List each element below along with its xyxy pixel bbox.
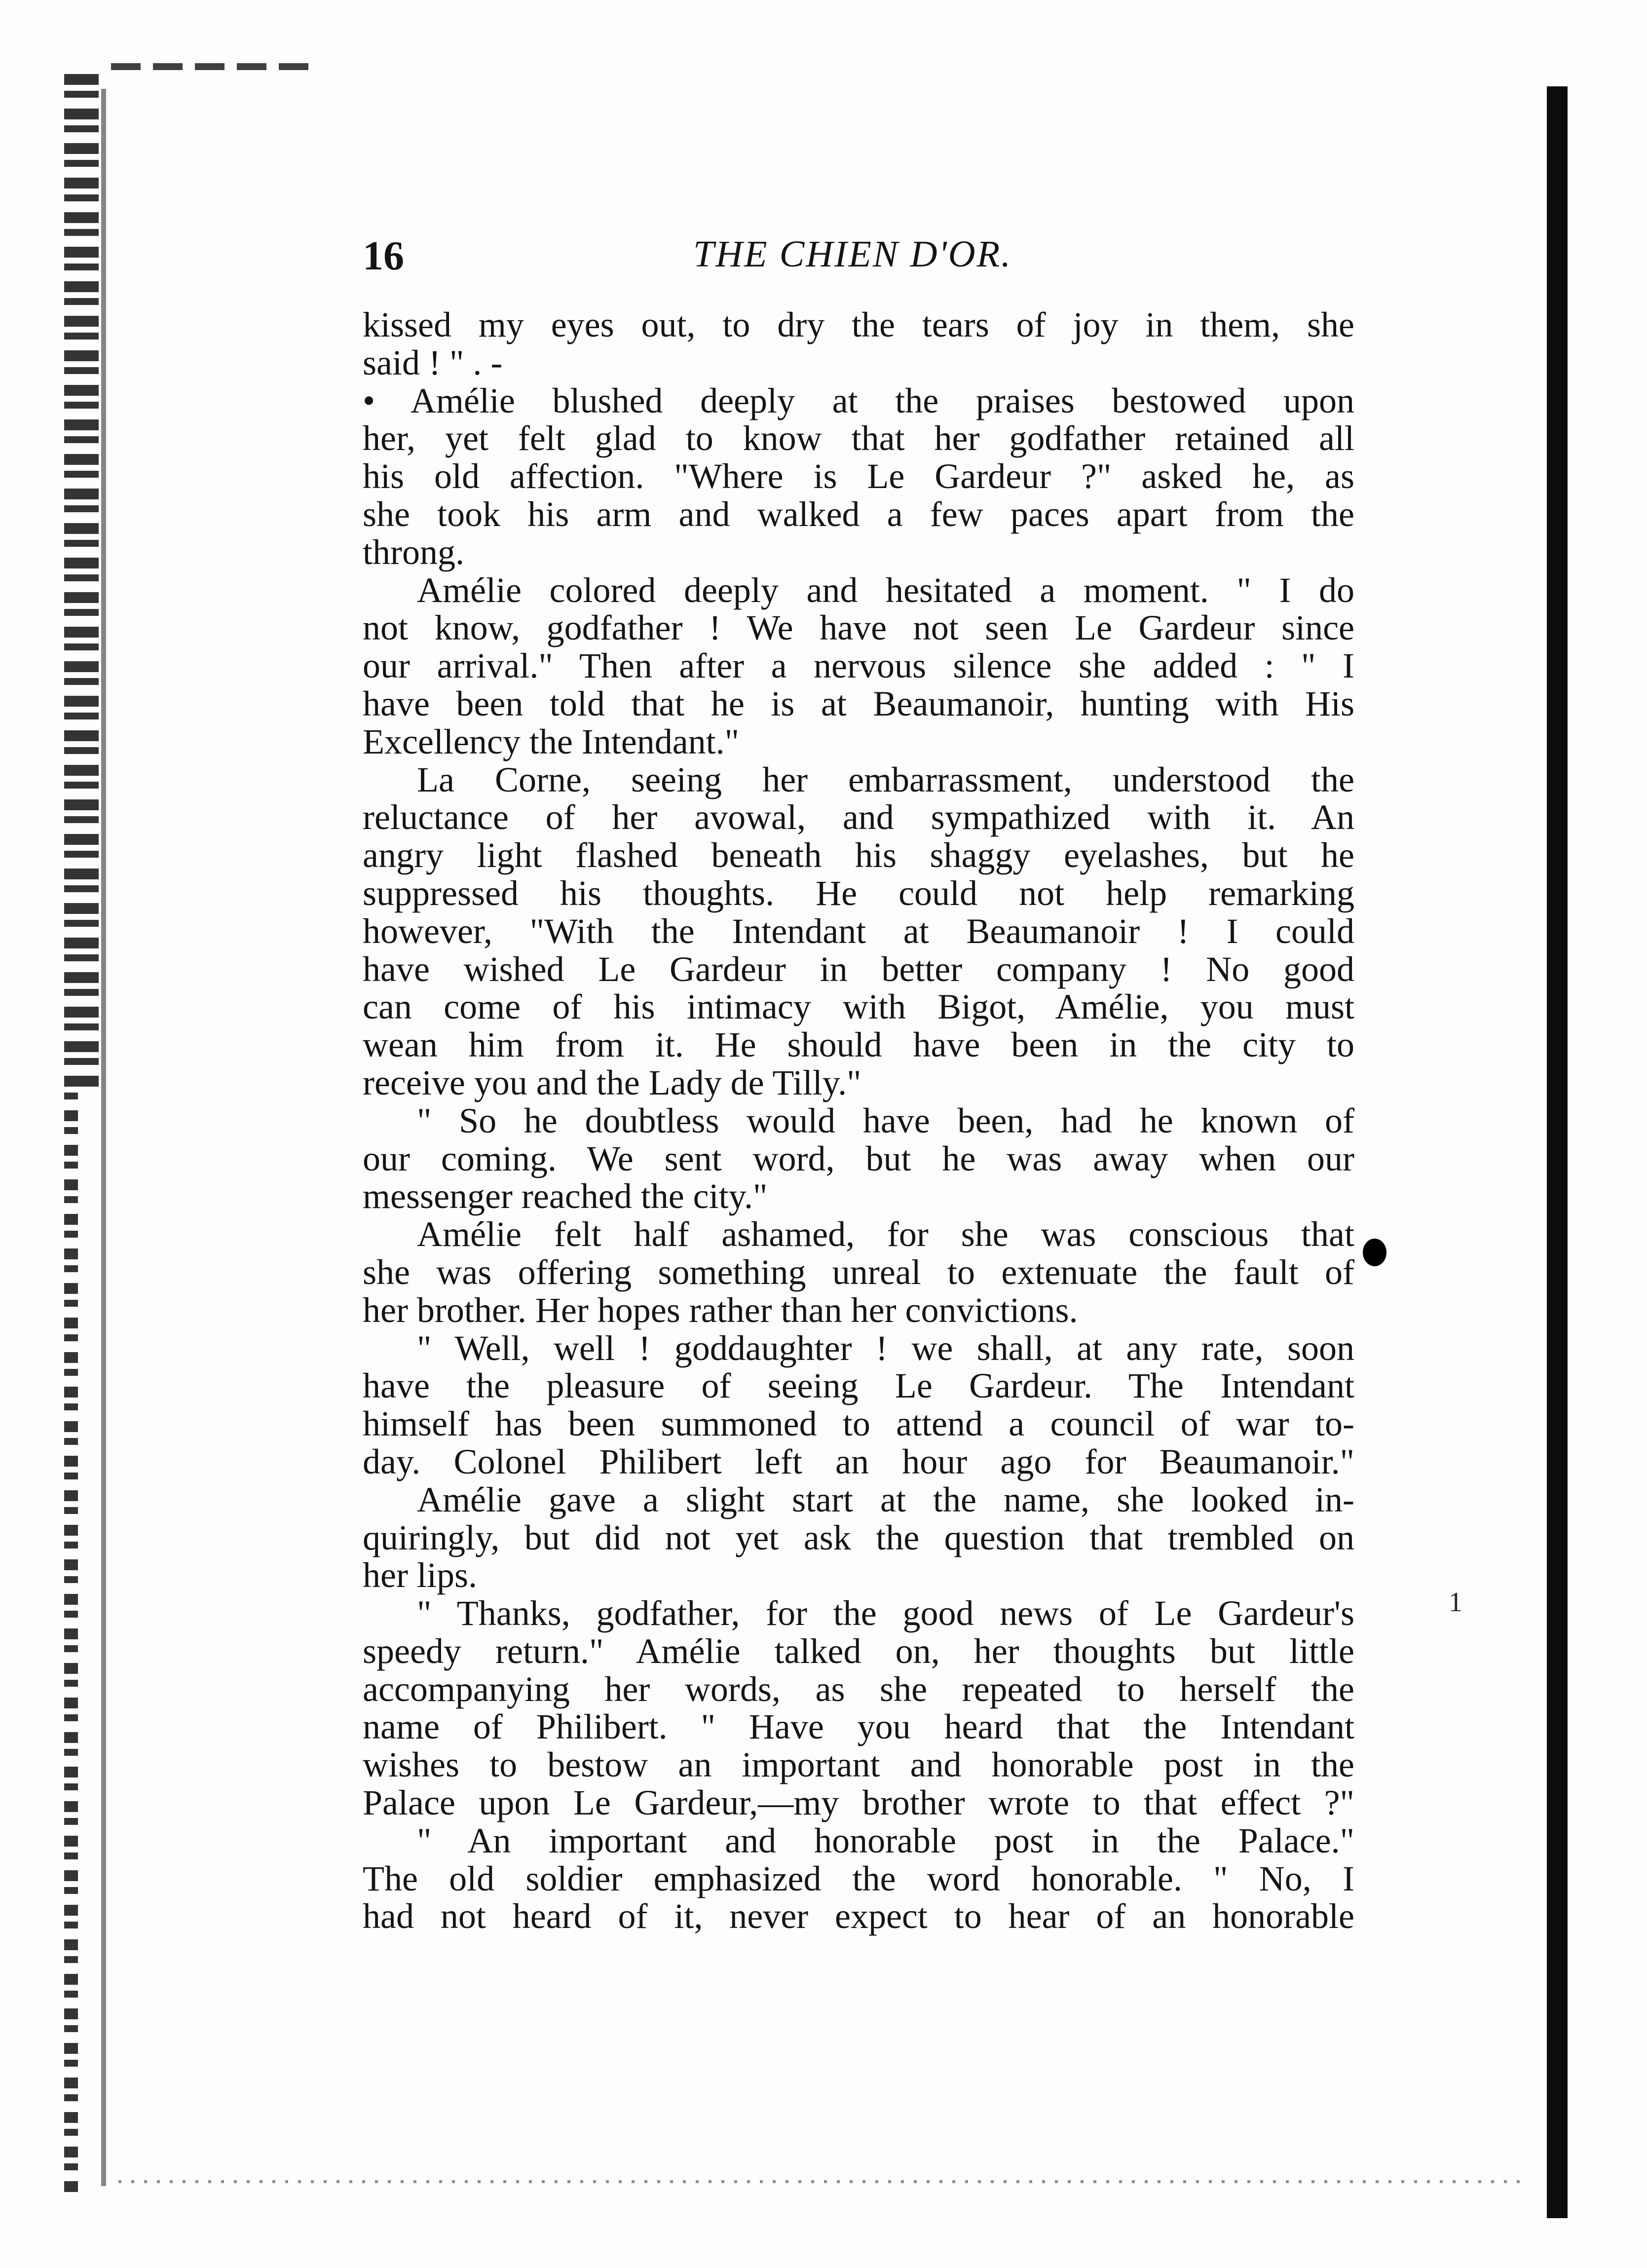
text-line: not know, godfather ! We have not seen Le Gardeur since [363, 608, 1354, 648]
text-line: The old soldier emphasized the word honorable. " No, I [363, 1858, 1354, 1898]
scan-binding-edge [64, 74, 99, 2196]
text-line: had not heard of it, never expect to hear of an honorable [363, 1896, 1354, 1936]
text-line: however, "With the Intendant at Beaumanoir ! I could [363, 911, 1354, 951]
text-line: our arrival." Then after a nervous silence she added : " I [363, 646, 1354, 686]
text-line: " Well, well ! goddaughter ! we shall, at any rate, soon [417, 1328, 1354, 1368]
text-line: she took his arm and walked a few paces apart from the [363, 494, 1354, 534]
text-line: reluctance of her avowal, and sympathized with it. An [363, 797, 1354, 837]
text-line: • Amélie blushed deeply at the praises bestowed upon [363, 380, 1354, 420]
page-number: 16 [363, 233, 404, 279]
scan-top-edge [111, 63, 318, 70]
text-line: Amélie felt half ashamed, for she was conscious that [417, 1214, 1354, 1254]
text-line: her lips. [363, 1555, 477, 1595]
text-line: our coming. We sent word, but he was away when our [363, 1138, 1354, 1178]
running-head: THE CHIEN D'OR. [693, 233, 1012, 275]
text-line: " So he doubtless would have been, had he known of [417, 1100, 1354, 1140]
text-line: receive you and the Lady de Tilly." [363, 1062, 861, 1102]
text-line: have the pleasure of seeing Le Gardeur. The Intendant [363, 1366, 1354, 1406]
text-line: her brother. Her hopes rather than her convictions. [363, 1290, 1078, 1330]
stray-mark: 1 [1449, 1587, 1462, 1618]
text-line: name of Philibert. " Have you heard that the Intendant [363, 1707, 1354, 1747]
text-line: Amélie gave a slight start at the name, she looked in- [417, 1479, 1354, 1519]
scan-bottom-edge [118, 2180, 1530, 2183]
text-line: La Corne, seeing her embarrassment, understood the [417, 759, 1354, 799]
text-line: said ! " . - [363, 342, 503, 382]
text-line: she was offering something unreal to extenuate the fault of [363, 1252, 1354, 1292]
text-line: angry light flashed beneath his shaggy eyelashes, but he [363, 835, 1354, 875]
text-line: her, yet felt glad to know that her godfather retained all [363, 418, 1354, 458]
text-line: " Thanks, godfather, for the good news of Le Gardeur's [417, 1593, 1354, 1633]
text-line: have wished Le Gardeur in better company ! No good [363, 949, 1354, 989]
text-line: wean him from it. He should have been in the city to [363, 1025, 1354, 1065]
text-line: throng. [363, 532, 464, 572]
text-line: can come of his intimacy with Bigot, Amélie, you must [363, 987, 1354, 1027]
text-line: messenger reached the city." [363, 1176, 768, 1216]
text-line: Excellency the Intendant." [363, 721, 740, 761]
text-line: Palace upon Le Gardeur,—my brother wrote to that effect ?" [363, 1783, 1354, 1823]
text-line: himself has been summoned to attend a council of war to- [363, 1404, 1354, 1444]
text-line: his old affection. "Where is Le Gardeur ?" asked he, as [363, 456, 1354, 496]
text-line: Amélie colored deeply and hesitated a moment. " I do [417, 570, 1354, 610]
text-line: day. Colonel Philibert left an hour ago for Beaumanoir." [363, 1441, 1354, 1481]
text-line: speedy return." Amélie talked on, her thoughts but little [363, 1631, 1354, 1671]
text-line: accompanying her words, as she repeated to herself the [363, 1669, 1354, 1709]
ink-blot [1363, 1239, 1386, 1266]
text-line: kissed my eyes out, to dry the tears of joy in them, she [363, 305, 1354, 344]
scan-margin-rule [101, 89, 106, 2186]
text-line: " An important and honorable post in the Palace." [417, 1820, 1354, 1860]
body-text [363, 306, 1354, 1935]
scan-right-edge [1547, 86, 1568, 2218]
text-line: quiringly, but did not yet ask the question that trembled on [363, 1517, 1354, 1557]
text-line: suppressed his thoughts. He could not help remarking [363, 873, 1354, 913]
text-line: wishes to bestow an important and honorable post in the [363, 1745, 1354, 1785]
text-line: have been told that he is at Beaumanoir, hunting with His [363, 683, 1354, 723]
